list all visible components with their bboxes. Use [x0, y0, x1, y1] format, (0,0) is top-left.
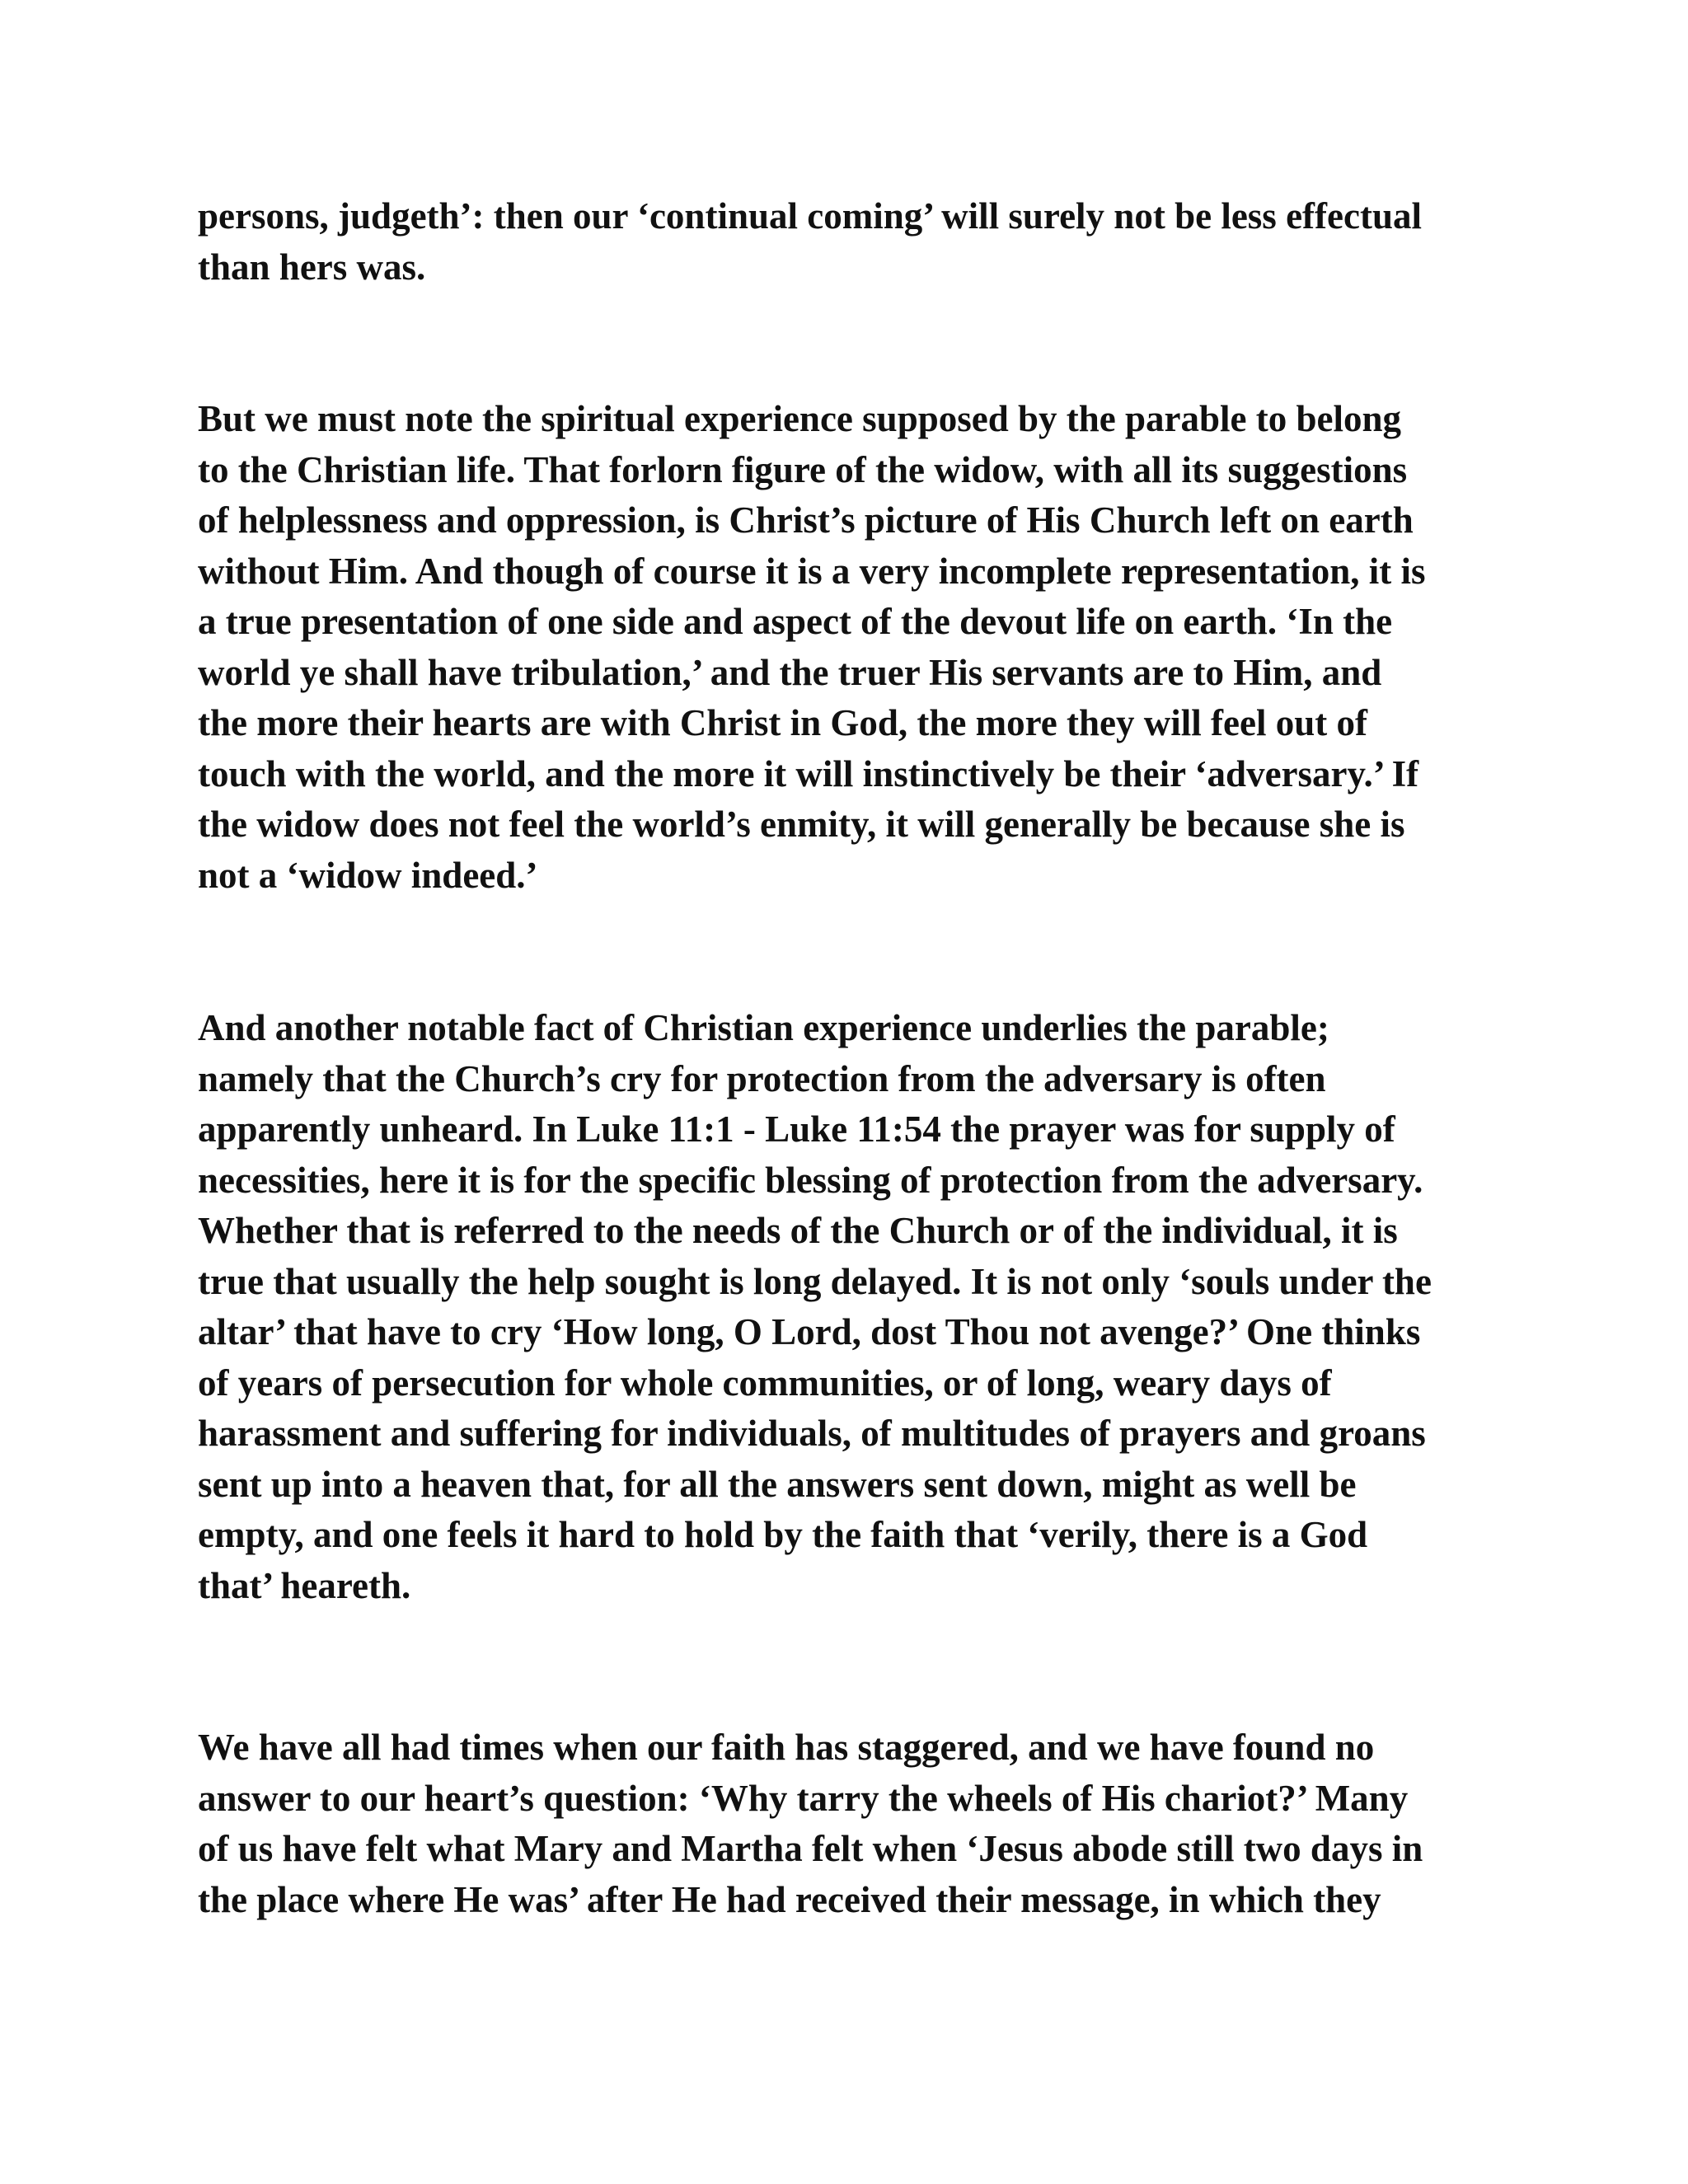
text-line: answer to our heart’s question: ‘Why tarry the wheels of His chariot?’ Many — [198, 1777, 1409, 1819]
text-line: of years of persecution for whole communities, or of long, weary days of — [198, 1361, 1332, 1404]
text-line: the widow does not feel the world’s enmity, it will generally be because she is — [198, 804, 1405, 845]
text-line: world ye shall have tribulation,’ and the truer His servants are to Him, and — [198, 651, 1382, 693]
text-line: a true presentation of one side and aspect of the devout life on earth. ‘In the — [198, 601, 1393, 642]
text-line: without Him. And though of course it is a very incomplete representation, it is — [198, 550, 1426, 592]
text-line: And another notable fact of Christian experience underlies the parable; — [198, 1007, 1329, 1048]
text-line: of us have felt what Mary and Martha felt when ‘Jesus abode still two days in — [198, 1828, 1423, 1869]
text-line: the place where He was’ after He had received their message, in which they — [198, 1878, 1381, 1920]
text-line: Whether that is referred to the needs of the Church or of the individual, it is — [198, 1210, 1398, 1251]
text-line: to the Christian life. That forlorn figure of the widow, with all its suggestions — [198, 448, 1408, 490]
paragraph — [198, 191, 1517, 293]
text-line: that’ heareth. — [198, 1564, 411, 1606]
text-line: empty, and one feels it hard to hold by the faith that ‘verily, there is a God — [198, 1514, 1368, 1555]
paragraph — [198, 1003, 1517, 1611]
text-line: of helplessness and oppression, is Christ’s picture of His Church left on earth — [198, 499, 1414, 541]
text-line: touch with the world, and the more it will instinctively be their ‘adversary.’ If — [198, 752, 1419, 794]
text-line: sent up into a heaven that, for all the answers sent down, might as well be — [198, 1463, 1357, 1505]
text-line: true that usually the help sought is long delayed. It is not only ‘souls under the — [198, 1260, 1432, 1302]
text-line: altar’ that have to cry ‘How long, O Lord, dost Thou not avenge?’ One thinks — [198, 1311, 1421, 1352]
text-line: necessities, here it is for the specific blessing of protection from the adversary. — [198, 1159, 1423, 1201]
text-line: harassment and suffering for individuals, of multitudes of prayers and groans — [198, 1413, 1426, 1454]
text-line: persons, judgeth’: then our ‘continual coming’ will surely not be less effectual — [198, 195, 1422, 237]
text-line: namely that the Church’s cry for protection from the adversary is often — [198, 1057, 1326, 1099]
text-line: than hers was. — [198, 246, 426, 288]
text-line: the more their hearts are with Christ in God, the more they will feel out of — [198, 702, 1367, 743]
text-line: not a ‘widow indeed.’ — [198, 854, 538, 896]
paragraph — [198, 1722, 1517, 1925]
text-line: But we must note the spiritual experience supposed by the parable to belong — [198, 398, 1402, 439]
text-line: apparently unheard. In Luke 11:1 - Luke 11:54 the prayer was for supply of — [198, 1108, 1395, 1150]
text-line: We have all had times when our faith has staggered, and we have found no — [198, 1727, 1375, 1768]
paragraph — [198, 394, 1517, 901]
